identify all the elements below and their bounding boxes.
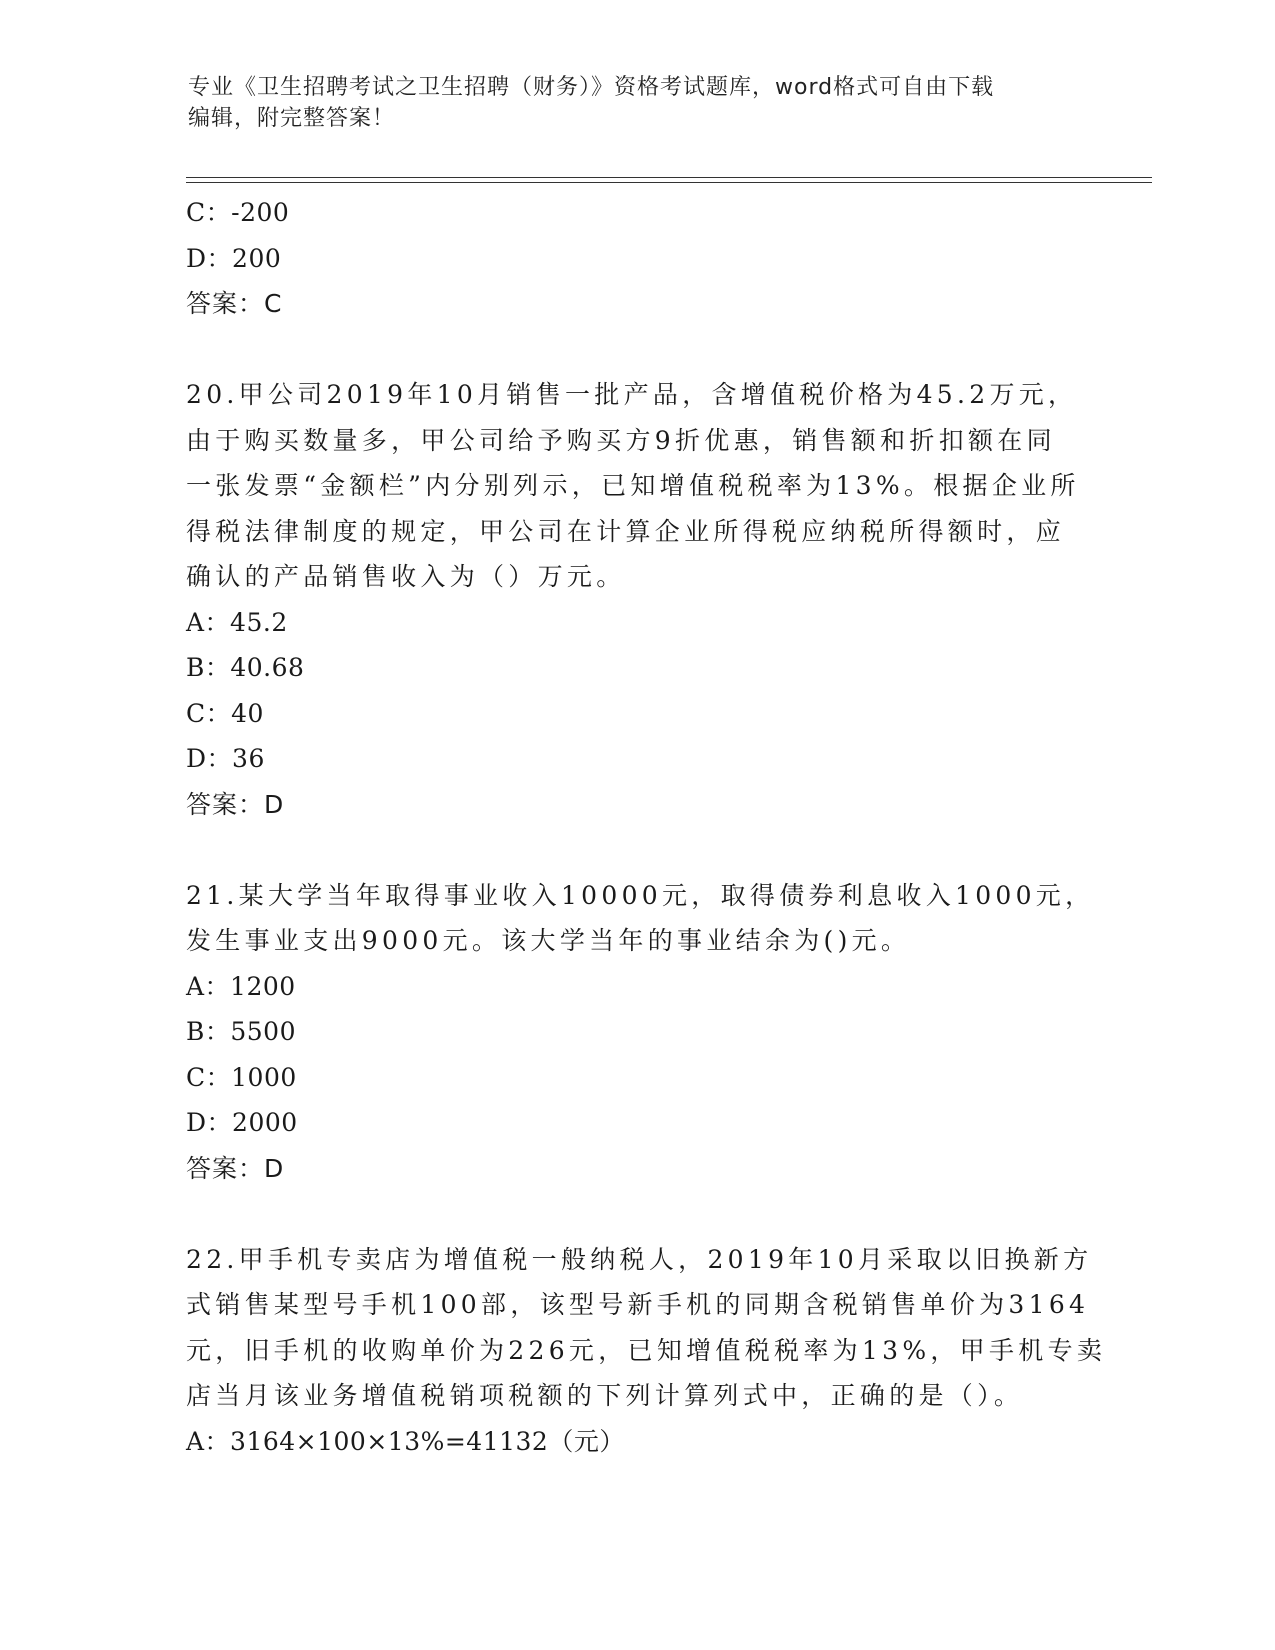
page-header [188,72,1088,134]
stem-line: 20.甲公司2019年10月销售一批产品，含增值税价格为45.2万元， [186,380,1078,409]
stem-line: 得税法律制度的规定，甲公司在计算企业所得税应纳税所得额时，应 [186,516,1066,546]
stem-line: 店当月该业务增值税销项税额的下列计算列式中，正确的是（）。 [186,1381,1024,1410]
option-a: A：45.2 [186,607,288,637]
question-stem [186,873,1095,964]
option: D：200 [186,243,282,273]
question-20 [186,372,1086,827]
stem-line: 一张发票“金额栏”内分别列示，已知增值税税率为13%。根据企业所 [186,471,1080,500]
stem-line: 元，旧手机的收购单价为226元，已知增值税税率为13%，甲手机专卖 [186,1335,1107,1365]
stem-line: 21.某大学当年取得事业收入10000元，取得债券利息收入1000元， [186,880,1095,910]
option-a: A：1200 [186,971,296,1001]
question-stem [186,1237,1107,1419]
question-22 [186,1237,1107,1465]
answer-line: 答案：D [186,789,285,819]
stem-line: 式销售某型号手机100部，该型号新手机的同期含税销售单价为3164 [186,1290,1090,1319]
option-d: D：36 [186,744,265,773]
header-divider-bottom [186,182,1152,183]
option-a: A：3164×100×13%=41132（元） [186,1426,625,1456]
header-line-1: 专业《卫生招聘考试之卫生招聘（财务）》资格考试题库，word格式可自由下载 [188,75,995,100]
stem-line: 22.甲手机专卖店为增值税一般纳税人，2019年10月采取以旧换新方 [186,1244,1093,1274]
stem-line: 由于购买数量多，甲公司给予购买方9折优惠，销售额和折扣额在同 [186,425,1056,455]
option-c: C：40 [186,698,264,728]
answer-line: 答案：C [186,289,283,318]
answer-line: 答案：D [186,1153,285,1183]
option-d: D：2000 [186,1108,298,1137]
stem-line: 发生事业支出9000元。该大学当年的事业结余为()元。 [186,926,911,955]
option: C：-200 [186,198,290,227]
option-b: B：5500 [186,1017,296,1046]
question-stem [186,372,1086,600]
header-divider-top [186,177,1152,178]
question-content [186,190,1107,1464]
prev-question [186,190,1086,327]
question-21 [186,873,1095,1192]
stem-line: 确认的产品销售收入为（）万元。 [186,562,626,591]
option-b: B：40.68 [186,653,305,682]
header-line-2: 编辑，附完整答案！ [188,106,396,131]
option-c: C：1000 [186,1062,297,1092]
